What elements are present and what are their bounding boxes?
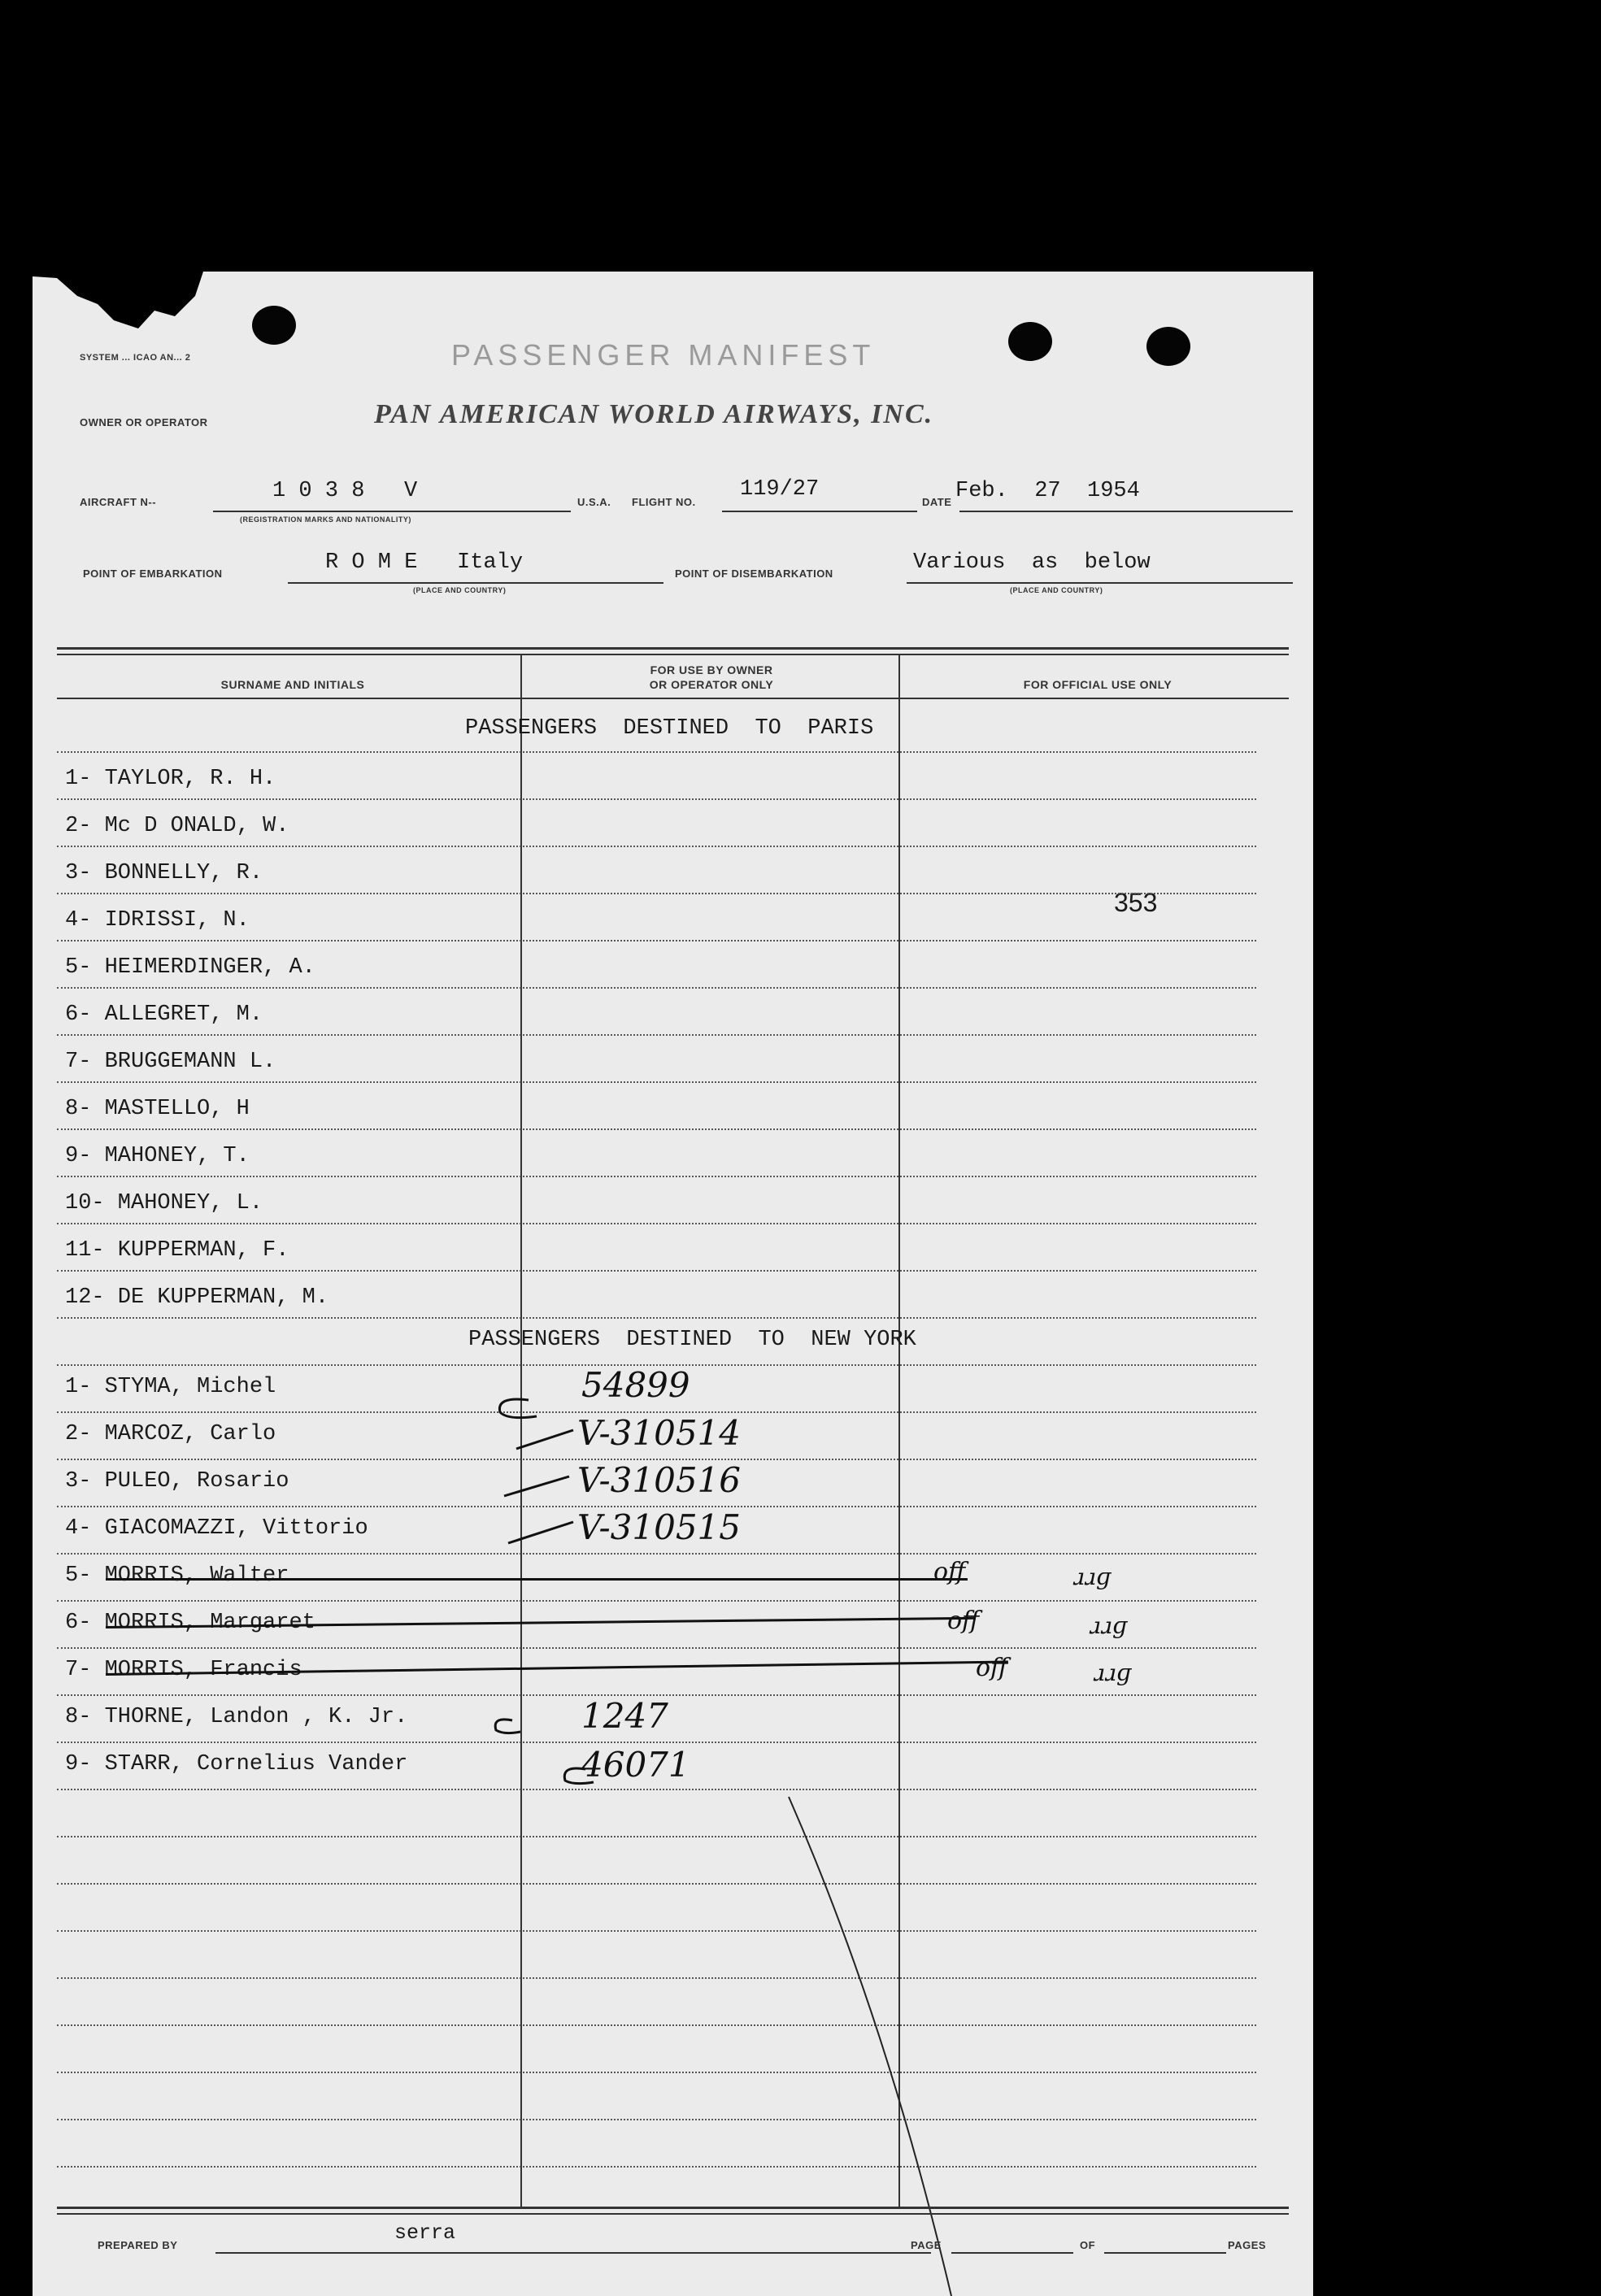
handwritten-note: V-310515 — [577, 1507, 741, 1547]
list-item: 7- MORRIS, Francis — [65, 1658, 302, 1682]
official-use-header: FOR OFFICIAL USE ONLY — [1023, 678, 1172, 691]
list-item: 10- MAHONEY, L. — [65, 1191, 263, 1215]
list-item: 2- Mc D ONALD, W. — [65, 814, 289, 838]
owner-use-header-2: OR OPERATOR ONLY — [649, 678, 774, 691]
pages-label: PAGES — [1228, 2239, 1267, 2251]
official-note-353: 353 — [1114, 888, 1158, 917]
flight-value: 119/27 — [740, 477, 820, 502]
handwritten-marks — [33, 272, 1313, 2296]
handwritten-off-note: off — [933, 1558, 966, 1586]
handwritten-off-note: off — [976, 1654, 1008, 1682]
prepared-label: PREPARED BY — [98, 2239, 178, 2251]
list-item: 1- TAYLOR, R. H. — [65, 767, 276, 791]
system-label: SYSTEM ... ICAO AN... 2 — [80, 353, 191, 363]
list-item: 7- BRUGGEMANN L. — [65, 1050, 276, 1074]
svg-text:ɹɹɡ: ɹɹɡ — [1094, 1659, 1131, 1686]
list-item: 2- MARCOZ, Carlo — [65, 1422, 276, 1446]
owner-label: OWNER OR OPERATOR — [80, 416, 208, 428]
prepared-underline — [215, 2252, 931, 2254]
flight-label: FLIGHT NO. — [632, 496, 696, 508]
aircraft-value: 1 0 3 8 V — [272, 479, 418, 503]
page-underline — [951, 2252, 1073, 2254]
embark-value: R O M E Italy — [325, 550, 524, 575]
list-item: 12- DE KUPPERMAN, M. — [65, 1285, 329, 1310]
embark-label: POINT OF EMBARKATION — [83, 567, 223, 580]
handwritten-note: V-310516 — [577, 1460, 741, 1500]
page-title: PASSENGER MANIFEST — [451, 338, 876, 372]
date-value: Feb. 27 1954 — [955, 479, 1140, 503]
handwritten-note: 54899 — [581, 1365, 690, 1405]
disembark-label: POINT OF DISEMBARKATION — [675, 567, 833, 580]
list-item: 8- THORNE, Landon , K. Jr. — [65, 1705, 408, 1729]
handwritten-off-note: off — [947, 1607, 980, 1635]
list-item: 5- MORRIS, Walter — [65, 1563, 289, 1588]
aircraft-label: AIRCRAFT N-- — [80, 496, 157, 508]
handwritten-note: 1247 — [581, 1696, 668, 1736]
page-label: PAGE — [911, 2239, 942, 2251]
owner-use-header-1: FOR USE BY OWNER — [650, 663, 773, 676]
disembark-caption: (PLACE AND COUNTRY) — [1010, 586, 1103, 594]
disembark-value: Various as below — [913, 550, 1151, 575]
list-item: 9- STARR, Cornelius Vander — [65, 1752, 408, 1776]
of-label: OF — [1080, 2239, 1096, 2251]
list-item: 4- IDRISSI, N. — [65, 908, 250, 933]
svg-text:ɹɹɡ: ɹɹɡ — [1090, 1612, 1127, 1639]
list-item: 6- MORRIS, Margaret — [65, 1611, 315, 1635]
section-newyork-heading: PASSENGERS DESTINED TO NEW YORK — [468, 1328, 916, 1352]
list-item: 8- MASTELLO, H — [65, 1097, 250, 1121]
list-item: 5- HEIMERDINGER, A. — [65, 955, 315, 980]
aircraft-caption: (REGISTRATION MARKS AND NATIONALITY) — [240, 515, 411, 524]
footer-top-rule — [57, 2207, 1289, 2209]
prepared-value: serra — [394, 2221, 456, 2245]
svg-text:ɹɹɡ: ɹɹɡ — [1073, 1563, 1111, 1590]
company-name: PAN AMERICAN WORLD AIRWAYS, INC. — [374, 399, 934, 429]
list-item: 3- BONNELLY, R. — [65, 861, 263, 885]
embark-caption: (PLACE AND COUNTRY) — [413, 586, 507, 594]
list-item: 6- ALLEGRET, M. — [65, 1002, 263, 1027]
list-item: 3- PULEO, Rosario — [65, 1469, 289, 1494]
list-item: 1- STYMA, Michel — [65, 1375, 276, 1399]
footer-top-rule-2 — [57, 2213, 1289, 2215]
section-paris-heading: PASSENGERS DESTINED TO PARIS — [465, 716, 874, 741]
handwritten-note: 46071 — [581, 1745, 690, 1785]
list-item: 11- KUPPERMAN, F. — [65, 1238, 289, 1263]
date-label: DATE — [922, 496, 952, 508]
list-item: 4- GIACOMAZZI, Vittorio — [65, 1516, 368, 1541]
surname-header: SURNAME AND INITIALS — [220, 678, 365, 691]
of-underline — [1104, 2252, 1226, 2254]
manifest-sheet — [33, 272, 1313, 2296]
list-item: 9- MAHONEY, T. — [65, 1144, 250, 1168]
handwritten-note: V-310514 — [577, 1413, 741, 1453]
usa-label: U.S.A. — [577, 496, 611, 508]
